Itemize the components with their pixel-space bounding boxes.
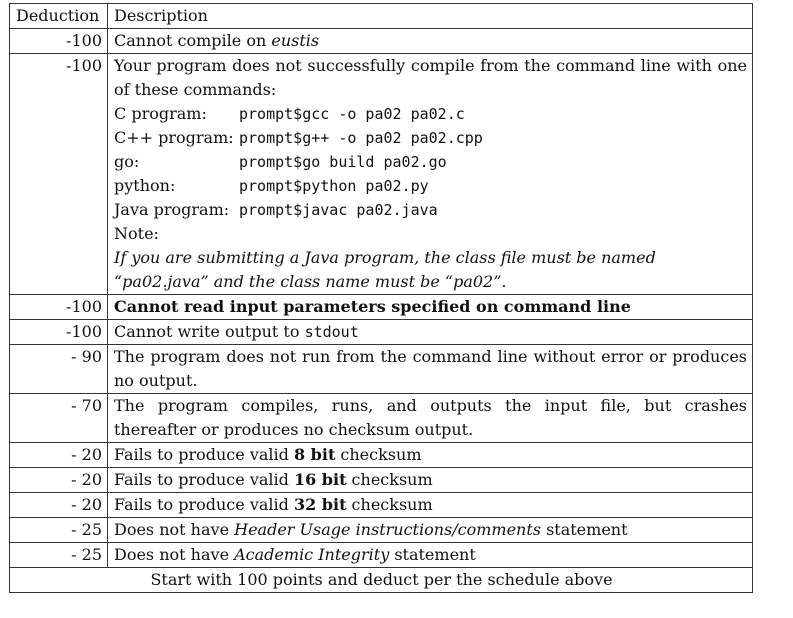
command-label: C++ program: [114,128,234,147]
description-cell [108,493,753,518]
description-text: checksum [346,495,433,514]
description-cell [108,54,753,295]
deduction-header: Deduction [10,4,108,29]
description-cell [108,543,753,568]
description-text: checksum [335,445,422,464]
command-line-python [114,174,747,198]
deduction-value: -100 [10,320,108,345]
description-text: checksum [346,470,433,489]
table-row [10,493,753,518]
description-cell [108,443,753,468]
description-cell [108,29,753,54]
deduction-value: - 25 [10,518,108,543]
description-text: Does not have [114,545,235,564]
description-cell: The program compiles, runs, and outputs the input file, but crashes thereafter or produces no checksum output. [108,394,753,443]
table-row [10,443,753,468]
command-text: prompt$go build pa02.go [239,153,447,171]
note-label: Note: [114,224,159,243]
description-text: Cannot write output to [114,322,305,341]
description-text: statement [540,520,628,539]
deduction-value: - 20 [10,443,108,468]
emphasis-text: eustis [271,31,320,50]
description-text: Fails to produce valid [114,445,294,464]
footer-note: Start with 100 points and deduct per the schedule above [10,568,753,593]
java-note-text: If you are submitting a Java program, the class file must be named “pa02.java” and the class name must be “pa02”. [114,248,656,291]
description-text: statement [389,545,476,564]
code-text: stdout [304,323,359,341]
command-text: prompt$python pa02.py [239,177,429,195]
deduction-value: - 25 [10,543,108,568]
bit-size-text: 8 bit [293,445,336,464]
deduction-value: - 20 [10,493,108,518]
description-header: Description [108,4,753,29]
table-row [10,518,753,543]
command-text: prompt$g++ -o pa02 pa02.cpp [239,129,483,147]
command-line-go [114,150,747,174]
command-line-java [114,198,747,222]
bit-size-text: 16 bit [293,470,347,489]
deduction-value: - 20 [10,468,108,493]
description-text: Fails to produce valid [114,470,294,489]
emphasis-text: Academic Integrity [234,545,390,564]
command-label: python: [114,176,176,195]
table-row [10,295,753,320]
table-row [10,468,753,493]
table-row [10,543,753,568]
header-row [10,4,753,29]
command-text: prompt$javac pa02.java [239,201,438,219]
deduction-value: -100 [10,295,108,320]
description-cell [108,468,753,493]
table-row [10,394,753,443]
deduction-value: -100 [10,29,108,54]
command-label: Java program: [114,200,230,219]
command-label: go: [114,152,140,171]
description-cell [108,518,753,543]
footer-row [10,568,753,593]
description-text: Cannot compile on [114,31,272,50]
description-cell: Cannot read input parameters specified on command line [108,295,753,320]
deduction-value: - 70 [10,394,108,443]
table-row [10,320,753,345]
description-cell [108,320,753,345]
deduction-value: -100 [10,54,108,295]
description-text: Does not have [114,520,235,539]
table-row [10,345,753,394]
compile-intro-text: Your program does not successfully compile from the command line with one of these commands: [114,56,747,99]
description-cell: The program does not run from the command line without error or produces no output. [108,345,753,394]
grading-rubric-table [9,3,753,593]
bit-size-text: 32 bit [293,495,347,514]
command-label: C program: [114,104,207,123]
emphasis-text: Header Usage instructions/comments [234,520,541,539]
deduction-value: - 90 [10,345,108,394]
command-line-c [114,102,747,126]
command-text: prompt$gcc -o pa02 pa02.c [239,105,465,123]
table-row [10,54,753,295]
table-row [10,29,753,54]
command-line-cpp [114,126,747,150]
description-text: Fails to produce valid [114,495,294,514]
